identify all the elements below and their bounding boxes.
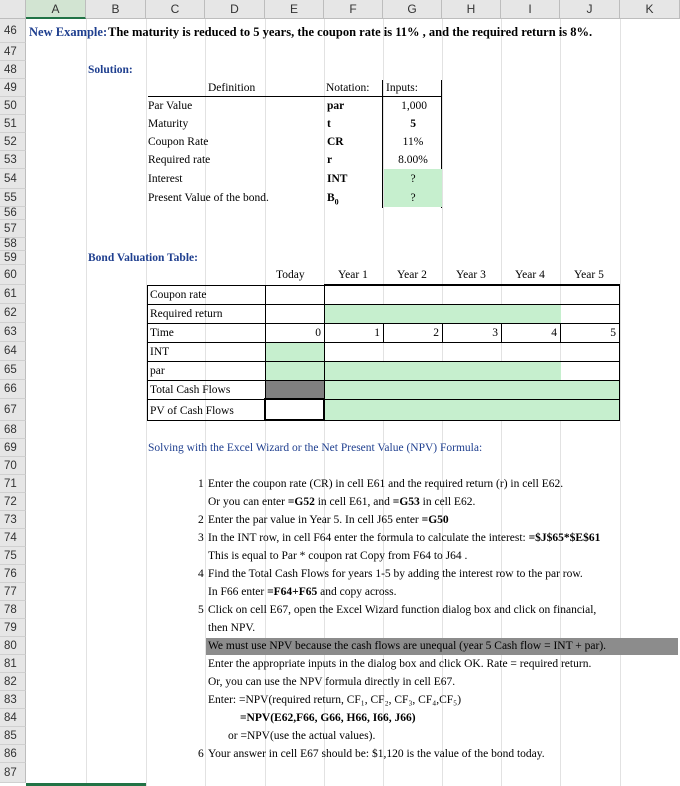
step-2-number: 2 xyxy=(198,514,204,526)
notation-t: t xyxy=(327,118,331,130)
active-cell-e67[interactable] xyxy=(264,398,325,421)
row-header-47[interactable]: 47 xyxy=(0,43,26,61)
grid-h67 xyxy=(147,399,620,400)
input-par[interactable]: 1,000 xyxy=(401,100,427,112)
step-1-text: Enter the coupon rate (CR) in cell E61 and the required return (r) in cell E62. xyxy=(208,478,564,490)
notation-b0-main: B xyxy=(327,192,335,204)
row-label-pv-cash-flows: PV of Cash Flows xyxy=(150,405,234,417)
step-5-or: or =NPV(use the actual values). xyxy=(228,730,376,742)
row-header-79[interactable]: 79 xyxy=(0,619,26,637)
header-underline xyxy=(148,96,442,97)
inputs-header: Inputs: xyxy=(386,82,418,94)
input-interest[interactable]: ? xyxy=(410,173,416,185)
step-3-formula: =$J$65*$E$61 xyxy=(528,532,601,544)
step-5-npv-reason: We must use NPV because the cash flows are unequal (year 5 Cash flow = INT + par). xyxy=(208,640,607,652)
row-header-73[interactable]: 73 xyxy=(0,511,26,529)
valuation-title: Bond Valuation Table: xyxy=(88,252,198,264)
step-5-dialog: Enter the appropriate inputs in the dialog box and click OK. Rate = required return. xyxy=(208,658,592,670)
example-label: New Example: xyxy=(29,25,108,39)
row-label-total-cash-flows: Total Cash Flows xyxy=(150,384,231,396)
row-header-78[interactable]: 78 xyxy=(0,601,26,619)
gridline xyxy=(620,19,621,786)
step-5-then: then NPV. xyxy=(208,622,256,634)
row-header-63[interactable]: 63 xyxy=(0,323,26,342)
row-header-83[interactable]: 83 xyxy=(0,691,26,709)
notation-r: r xyxy=(327,154,333,166)
column-header-f[interactable]: F xyxy=(324,0,383,19)
step-2-formula: =G50 xyxy=(421,514,449,526)
row-header-71[interactable]: 71 xyxy=(0,475,26,493)
column-header-b[interactable]: B xyxy=(86,0,146,19)
grid-h62 xyxy=(147,304,620,305)
solution-label: Solution: xyxy=(88,64,133,76)
row-header-75[interactable]: 75 xyxy=(0,547,26,565)
time-value-3[interactable]: 3 xyxy=(492,327,498,339)
step-3-number: 3 xyxy=(198,532,204,544)
grid-h64 xyxy=(147,342,620,343)
row-header-70[interactable]: 70 xyxy=(0,457,26,475)
def-present-value: Present Value of the bond. xyxy=(148,192,269,204)
example-text: The maturity is reduced to 5 years, the coupon rate is 11% , and the required return is 8%. xyxy=(108,25,593,39)
step-1-alt-post: in cell E62. xyxy=(419,496,476,508)
row-header-67[interactable]: 67 xyxy=(0,399,26,421)
time-value-0[interactable]: 0 xyxy=(315,327,321,339)
row-header-80[interactable]: 80 xyxy=(0,637,26,655)
input-maturity[interactable]: 5 xyxy=(410,118,416,130)
definition-header: Definition xyxy=(208,82,256,94)
time-value-1[interactable]: 1 xyxy=(374,327,380,339)
column-header-g[interactable]: G xyxy=(383,0,442,19)
row-header-59[interactable]: 59 xyxy=(0,251,26,265)
grid-v-k xyxy=(619,285,620,421)
def-interest: Interest xyxy=(148,173,183,185)
column-header-i[interactable]: I xyxy=(501,0,560,19)
step-6-text: Your answer in cell E67 should be: $1,120 is the value of the bond today. xyxy=(208,748,545,760)
grid-h65 xyxy=(147,361,620,362)
row-header-55[interactable]: 55 xyxy=(0,189,26,207)
step-5-enter: Enter: =NPV(required return, CF₁, CF₂, CF₃, CF₄,CF₅) xyxy=(208,694,462,706)
period-year-3: Year 3 xyxy=(456,269,486,281)
gridline xyxy=(86,19,87,786)
column-header-k[interactable]: K xyxy=(620,0,680,19)
notation-b0 xyxy=(327,191,339,209)
notation-cr: CR xyxy=(327,136,344,148)
period-year-1: Year 1 xyxy=(338,269,368,281)
row-header-46[interactable]: 46 xyxy=(0,19,26,43)
row-header-50[interactable]: 50 xyxy=(0,97,26,115)
notation-b0-sub: 0 xyxy=(334,197,339,207)
column-header-a[interactable]: A xyxy=(26,0,86,19)
step-3-text xyxy=(208,531,600,545)
row-header-64[interactable]: 64 xyxy=(0,342,26,361)
step-1-alt-mid: in cell E61, and xyxy=(314,496,393,508)
notation-par: par xyxy=(327,100,345,112)
step-5-alt: Or, you can use the NPV formula directly in cell E67. xyxy=(208,676,456,688)
column-header-h[interactable]: H xyxy=(442,0,501,19)
period-today: Today xyxy=(276,269,305,281)
select-all-corner[interactable] xyxy=(0,0,26,19)
row-header-82[interactable]: 82 xyxy=(0,673,26,691)
row-label-time: Time xyxy=(150,327,174,339)
row-header-68[interactable]: 68 xyxy=(0,421,26,439)
row-header-53[interactable]: 53 xyxy=(0,151,26,169)
row-header-84[interactable]: 84 xyxy=(0,709,26,727)
def-coupon-rate: Coupon Rate xyxy=(148,136,209,148)
row-header-61[interactable]: 61 xyxy=(0,285,26,304)
row-header-81[interactable]: 81 xyxy=(0,655,26,673)
row-header-48[interactable]: 48 xyxy=(0,61,26,79)
row-header-51[interactable]: 51 xyxy=(0,115,26,133)
period-year-5: Year 5 xyxy=(574,269,604,281)
period-year-2: Year 2 xyxy=(397,269,427,281)
row-header-58[interactable]: 58 xyxy=(0,238,26,251)
grid-h61 xyxy=(147,285,620,286)
row-header-85[interactable]: 85 xyxy=(0,727,26,745)
step-1-formula-2: =G53 xyxy=(392,496,420,508)
step-4-text: Find the Total Cash Flows for years 1-5 by adding the interest row to the par row. xyxy=(208,568,583,580)
column-header-d[interactable]: D xyxy=(205,0,265,19)
step-1-alt-pre: Or you can enter xyxy=(208,496,288,508)
valuation-grid xyxy=(147,285,620,421)
step-4-detail xyxy=(208,585,396,599)
def-required-rate: Required rate xyxy=(148,154,211,166)
step-4-pre: In F66 enter xyxy=(208,586,268,598)
row-header-57[interactable]: 57 xyxy=(0,220,26,238)
row-label-int: INT xyxy=(150,346,170,358)
input-present-value[interactable]: ? xyxy=(410,192,416,204)
row-label-coupon-rate: Coupon rate xyxy=(150,289,207,301)
row-header-77[interactable]: 77 xyxy=(0,583,26,601)
row-header-86[interactable]: 86 xyxy=(0,745,26,763)
row-header-62[interactable]: 62 xyxy=(0,304,26,323)
time-value-2[interactable]: 2 xyxy=(433,327,439,339)
period-year-4: Year 4 xyxy=(515,269,545,281)
column-header-j[interactable]: J xyxy=(560,0,620,19)
step-6-number: 6 xyxy=(198,748,204,760)
step-2-pre: Enter the par value in Year 5. In cell J65 enter xyxy=(208,514,422,526)
step-5-npv-formula: =NPV(E62,F66, G66, H66, I66, J66) xyxy=(240,712,416,724)
row-header-69[interactable]: 69 xyxy=(0,439,26,457)
notation-int: INT xyxy=(327,173,348,185)
column-header-c[interactable]: C xyxy=(146,0,205,19)
step-1-alt xyxy=(208,495,475,509)
grid-h66 xyxy=(147,380,620,381)
step-4-number: 4 xyxy=(198,568,204,580)
column-header-e[interactable]: E xyxy=(265,0,324,19)
row-label-par: par xyxy=(150,365,165,377)
solving-title: Solving with the Excel Wizard or the Net Present Value (NPV) Formula: xyxy=(148,442,483,454)
step-3-pre: In the INT row, in cell F64 enter the formula to calculate the interest: xyxy=(208,532,529,544)
row-header-76[interactable]: 76 xyxy=(0,565,26,583)
step-2-text xyxy=(208,513,449,527)
row-header-74[interactable]: 74 xyxy=(0,529,26,547)
step-5-number: 5 xyxy=(198,604,204,616)
grid-h68 xyxy=(147,420,620,421)
step-3-note: This is equal to Par * coupon rat Copy from F64 to J64 . xyxy=(208,550,468,562)
row-header-72[interactable]: 72 xyxy=(0,493,26,511)
step-5-text: Click on cell E67, open the Excel Wizard function dialog box and click on financial, xyxy=(208,604,597,616)
time-value-4[interactable]: 4 xyxy=(551,327,557,339)
row-header-52[interactable]: 52 xyxy=(0,133,26,151)
step-1-formula-1: =G52 xyxy=(287,496,315,508)
row-header-49[interactable]: 49 xyxy=(0,79,26,97)
row-header-66[interactable]: 66 xyxy=(0,380,26,399)
notation-header: Notation: xyxy=(326,82,370,94)
step-1-number: 1 xyxy=(198,478,204,490)
input-coupon-rate[interactable]: 11% xyxy=(402,136,424,148)
def-par-value: Par Value xyxy=(148,100,193,112)
time-value-5[interactable]: 5 xyxy=(610,327,616,339)
row-header-54[interactable]: 54 xyxy=(0,169,26,189)
row-header-56[interactable]: 56 xyxy=(0,207,26,220)
step-4-post: and copy across. xyxy=(317,586,397,598)
def-maturity: Maturity xyxy=(148,118,189,130)
row-header-60[interactable]: 60 xyxy=(0,265,26,285)
step-4-formula: =F64+F65 xyxy=(267,586,318,598)
input-required-rate[interactable]: 8.00% xyxy=(398,154,428,166)
row-label-required-return: Required return xyxy=(150,308,223,320)
row-header-87[interactable]: 87 xyxy=(0,763,26,783)
row-header-65[interactable]: 65 xyxy=(0,361,26,380)
